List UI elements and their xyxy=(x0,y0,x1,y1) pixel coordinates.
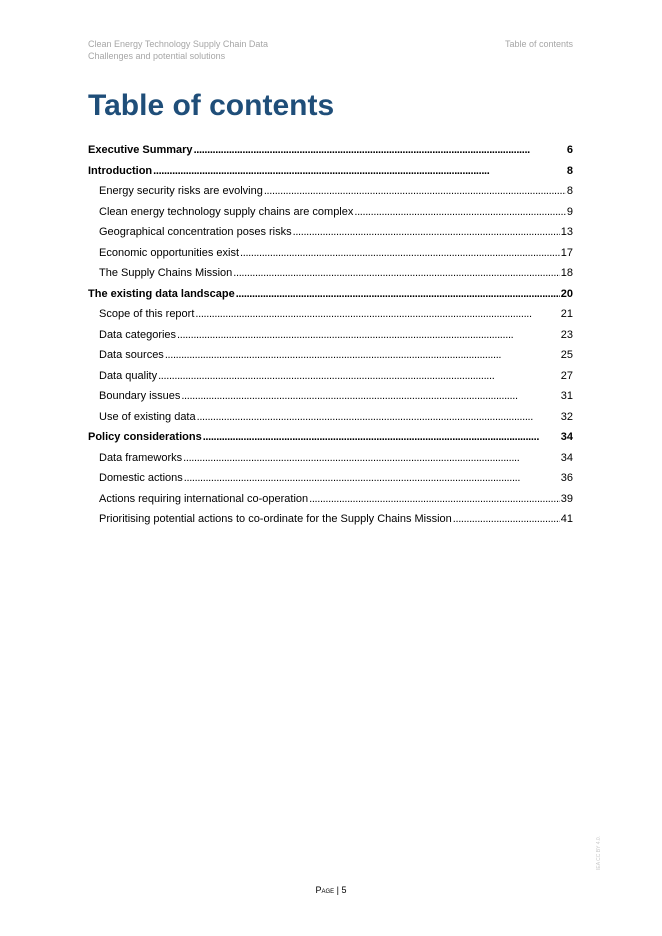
toc-subsection-entry[interactable] xyxy=(88,411,573,432)
toc-page-number: 8 xyxy=(566,164,573,177)
toc-dot-leader xyxy=(354,206,566,218)
toc-dot-leader xyxy=(177,329,560,341)
toc-subsection-entry[interactable] xyxy=(88,247,573,268)
toc-subsection-entry[interactable] xyxy=(88,206,573,227)
toc-page-number: 8 xyxy=(566,185,573,197)
toc-dot-leader xyxy=(195,308,559,320)
toc-subsection-entry[interactable] xyxy=(88,308,573,329)
toc-dot-leader xyxy=(240,247,560,259)
toc-entry-title: The existing data landscape xyxy=(88,287,235,300)
toc-entry-title: Energy security risks are evolving xyxy=(99,185,263,197)
toc-section-entry[interactable] xyxy=(88,165,573,186)
footer-separator: | xyxy=(336,885,339,895)
toc-subsection-entry[interactable] xyxy=(88,185,573,206)
toc-page-number: 32 xyxy=(560,410,573,423)
toc-subsection-entry[interactable] xyxy=(88,267,573,288)
toc-entry-title: Executive Summary xyxy=(88,144,193,156)
toc-entry-title: Scope of this report xyxy=(99,308,195,320)
running-header-left xyxy=(88,38,268,62)
toc-entry-title: Domestic actions xyxy=(99,472,183,484)
toc-dot-leader xyxy=(181,390,559,402)
toc-dot-leader xyxy=(233,267,559,279)
toc-section-entry[interactable] xyxy=(88,144,573,165)
toc-subsection-entry[interactable] xyxy=(88,390,573,411)
toc-entry-title: Economic opportunities exist xyxy=(99,246,240,259)
toc-subsection-entry[interactable] xyxy=(88,226,573,247)
toc-dot-leader xyxy=(453,513,560,525)
toc-entry-title: Data frameworks xyxy=(99,451,183,464)
toc-subsection-entry[interactable] xyxy=(88,452,573,473)
header-doc-subtitle: Challenges and potential solutions xyxy=(88,51,226,61)
toc-page-number: 34 xyxy=(560,431,573,443)
toc-page-number: 41 xyxy=(560,513,573,525)
toc-page-number: 20 xyxy=(560,287,573,300)
toc-dot-leader xyxy=(194,144,566,156)
toc-subsection-entry[interactable] xyxy=(88,472,573,493)
toc-dot-leader xyxy=(236,288,560,300)
toc-page-number: 13 xyxy=(560,226,573,238)
page-title: Table of contents xyxy=(88,89,335,122)
toc-dot-leader xyxy=(165,349,560,361)
toc-page-number: 36 xyxy=(560,472,573,484)
header-doc-title: Clean Energy Technology Supply Chain Data xyxy=(88,39,268,49)
toc-section-entry[interactable] xyxy=(88,288,573,309)
toc-page-number: 31 xyxy=(560,390,573,402)
toc-page-number: 39 xyxy=(560,492,573,505)
toc-subsection-entry[interactable] xyxy=(88,349,573,370)
toc-page-number: 6 xyxy=(566,144,573,156)
toc-subsection-entry[interactable] xyxy=(88,329,573,350)
footer-page-number: 5 xyxy=(341,885,347,895)
toc-subsection-entry[interactable] xyxy=(88,493,573,514)
toc-page-number: 23 xyxy=(560,328,573,341)
page-footer xyxy=(0,884,662,896)
toc-subsection-entry[interactable] xyxy=(88,370,573,391)
toc-entry-title: Introduction xyxy=(88,164,153,177)
toc-dot-leader xyxy=(203,431,560,443)
toc-entry-title: Data categories xyxy=(99,328,177,341)
header-section-name: Table of contents xyxy=(504,39,573,49)
toc-page-number: 17 xyxy=(560,246,573,259)
toc-entry-title: Clean energy technology supply chains are complex xyxy=(99,205,354,218)
toc-dot-leader xyxy=(183,452,560,464)
toc-section-entry[interactable] xyxy=(88,431,573,452)
toc-dot-leader xyxy=(293,226,560,238)
toc-dot-leader xyxy=(158,370,560,382)
toc-entry-title: Geographical concentration poses risks xyxy=(99,226,292,238)
toc-entry-title: Prioritising potential actions to co-ordinate for the Supply Chains Mission xyxy=(99,513,452,525)
toc-entry-title: Policy considerations xyxy=(88,431,202,443)
toc-dot-leader xyxy=(197,411,560,423)
toc-entry-title: Boundary issues xyxy=(99,390,181,402)
toc-page-number: 34 xyxy=(560,451,573,464)
toc-entry-title: Use of existing data xyxy=(99,410,196,423)
table-of-contents xyxy=(88,144,573,534)
toc-page-number: 21 xyxy=(560,308,573,320)
toc-dot-leader xyxy=(309,493,560,505)
toc-dot-leader xyxy=(264,185,566,197)
footer-page-label: Page xyxy=(315,885,335,895)
toc-dot-leader xyxy=(184,472,560,484)
toc-entry-title: Data sources xyxy=(99,349,164,361)
toc-page-number: 9 xyxy=(566,205,573,218)
toc-page-number: 27 xyxy=(560,369,573,382)
toc-entry-title: Data quality xyxy=(99,369,158,382)
license-credit: IEA CC BY 4.0. xyxy=(596,835,602,870)
toc-entry-title: Actions requiring international co-operation xyxy=(99,492,309,505)
toc-page-number: 18 xyxy=(560,267,573,279)
toc-page-number: 25 xyxy=(560,349,573,361)
toc-subsection-entry[interactable] xyxy=(88,513,573,534)
toc-entry-title: The Supply Chains Mission xyxy=(99,267,233,279)
toc-dot-leader xyxy=(153,165,566,177)
